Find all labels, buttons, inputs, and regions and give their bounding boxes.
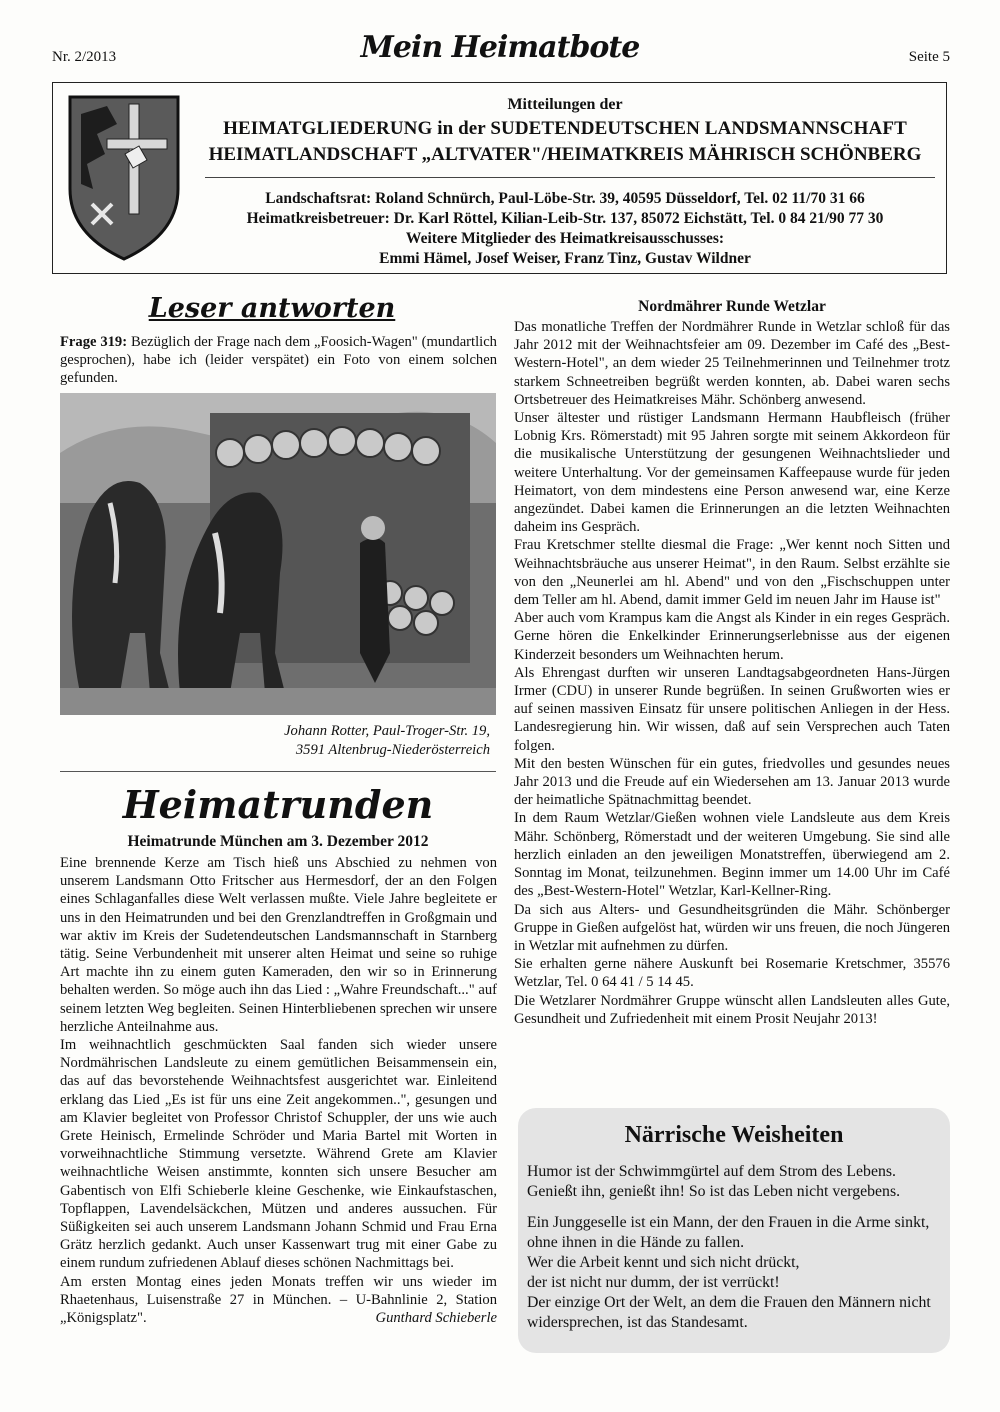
- infobox-divider: [205, 177, 935, 178]
- wetzlar-paragraph-5: Als Ehrengast durften wir unseren Landtagsabgeordneten Hans-Jürgen Irmer (CDU) in unserer Runde begrüßen. In seinen Grußworten wies er auf seinen massiven Einsatz für unsere politischen Anliegen in der Hess. Landesregierung hin. Wir wissen, daß auf sein Versprechen auch Taten folgen.: [514, 664, 950, 754]
- caption-line-2: 3591 Altenbrug-Niederösterreich: [295, 742, 490, 758]
- horse-wagon-photo: [60, 393, 496, 715]
- frage-319-paragraph: [60, 333, 497, 388]
- wetzlar-paragraph-10: Die Wetzlarer Nordmährer Gruppe wünscht allen Landsleuten alles Gute, Gesundheit und Zufriedenheit mit einem Prosit Neujahr 2013!: [514, 992, 950, 1027]
- wetzlar-paragraph-2: Unser ältester und rüstiger Landsmann Hermann Haubfleisch (früher Lobnig Krs. Römerstadt) mit 95 Jahren sorgte mit seinem Akkordeon für die musikalische Unterstützung der gesungenen Weihnachtslieder und weitere Unterhaltung. Vor der gemeinsamen Kaffeepause wurde für jeden Heimatort, von dem mindestens eine Person anwesend war, eine Kerze angezündet. Dabei kamen die Erinnerungen an die letzten Weihnachten daheim ins Gespräch.: [514, 410, 950, 536]
- infobox-line-1: Mitteilungen der: [507, 96, 623, 113]
- muenchen-paragraph-3-text: Am ersten Montag eines jeden Monats treffen wir uns wieder im Rhaetenhaus, Luisenstraße 27 in München. – U-Bahnlinie 2, Station „Königsplatz".: [60, 1273, 497, 1327]
- heimatrunden-heading: Heimatrunden: [122, 782, 434, 827]
- wetzlar-paragraph-9: Sie erhalten gerne nähere Auskunft bei Rosemarie Kretschmer, 35576 Wetzlar, Tel. 0 64 41 / 5 14 45.: [514, 956, 950, 991]
- wetzlar-article: [514, 318, 950, 1028]
- wetzlar-paragraph-4: Aber auch vom Krampus kam die Angst als Kinder in ein reges Gespräch. Gerne hören die Enkelkinder Erinnerungserlebnisse aus der eigenen Kinderzeit besonders um Weihnachten herum.: [514, 610, 950, 663]
- weisheiten-heading: Närrische Weisheiten: [624, 1122, 844, 1148]
- weisheiten-verse-2: [527, 1213, 947, 1333]
- muenchen-subheading: Heimatrunde München am 3. Dezember 2012: [127, 833, 429, 850]
- muenchen-paragraph-3: [60, 1273, 497, 1328]
- frage-text: Bezüglich der Frage nach dem „Foosich-Wagen" (mundartlich gesprochen), habe ich (leider verspätet) ein Foto von einem solchen gefunden.: [60, 334, 497, 387]
- weisheiten-line-2: Genießt ihn, genießt ihn! So ist das Leben nicht vergebens.: [527, 1183, 901, 1200]
- muenchen-paragraph-2: Im weihnachtlich geschmückten Saal fanden sich wieder unsere Nordmährischen Landsleute zu einem gemütlichen Beisammensein ein, das auf das bevorstehende Weihnachtsfest ausgerichtet war. Einleitend erklang das Lied „Es ist für uns eine Zeit angekommen..", gesungen und am Klavier begleitet von Professor Christof Schuppler, der uns wie auch Grete Heinisch, Ermelinde Schröder und Maria Bartel mit Worten in vorweihnachtliche Stimmung versetzte. Während Grete am Klavier weihnachtliche Weisen anstimmte, konnten sich unsere Besucher am Gabentisch von Elfi Schieberle kleine Geschenke, wie Einkaufstaschen, Topflappen, Lavendelsäckchen, Mützen und anderes aussuchen. Für Süßigkeiten sei auch unserem Landsmann Johann Schmid und Frau Erna Grätz herzlich gedankt. Auch unser Kassenwart trug mit einer Gabe zu einem rundum zufriedenen Ablauf dieses schönen Nachmittags bei.: [60, 1037, 497, 1272]
- weisheiten-line-5: der ist nicht nur dumm, der ist verrückt!: [527, 1274, 780, 1291]
- infobox-line-2: HEIMATGLIEDERUNG in der SUDETENDEUTSCHEN LANDSMANNSCHAFT: [223, 118, 907, 139]
- issue-number: Nr. 2/2013: [52, 49, 117, 65]
- weisheiten-line-6: Der einzige Ort der Welt, an dem die Frauen den Männern nicht widersprechen, ist das Standesamt.: [527, 1294, 931, 1331]
- wetzlar-paragraph-1: Das monatliche Treffen der Nordmährer Runde in Wetzlar schloß für das Jahr 2012 mit der Weihnachtsfeier am 09. Dezember im Café des „Best-Western-Hotel", an dem wieder 25 Teilnehmerinnen und Teilnehmer trotz starkem Schneetreiben begrüßt werden konnten, ab. Dabei waren sechs Ortsbetreuer des Heimatkreises Mähr. Schönberg anwesend.: [514, 319, 950, 408]
- weisheiten-line-1: Humor ist der Schwimmgürtel auf dem Strom des Lebens.: [527, 1163, 896, 1180]
- muenchen-article: [60, 854, 497, 1327]
- section-divider: [60, 771, 496, 772]
- infobox-line-3: HEIMATLANDSCHAFT „ALTVATER"/HEIMATKREIS MÄHRISCH SCHÖNBERG: [208, 144, 922, 165]
- wetzlar-paragraph-7: In dem Raum Wetzlar/Gießen wohnen viele Landsleute aus dem Kreis Mähr. Schönberg, Römerstadt und der weiteren Umgebung. Sie sind alle herzlich einladen an den jeweiligen Monatstreffen, überwiegend am 2. Sonntag im Monat, teilzunehmen. Beginn immer um 14.00 Uhr im Café des „Best-Western-Hotel" Wetzlar, Karl-Kellner-Ring.: [514, 810, 950, 900]
- infobox-line-4: Landschaftsrat: Roland Schnürch, Paul-Löbe-Str. 39, 40595 Düsseldorf, Tel. 02 11/70 31 66: [265, 190, 865, 207]
- muenchen-paragraph-1: Eine brennende Kerze am Tisch hieß uns Abschied zu nehmen von unserem Landsmann Otto Fritscher aus Hermesdorf, der an den Folgen eines Schlaganfalles diese Welt verlassen mußte. Viele Jahre begleitete er uns in den Heimatrunden und bei den Grenzlandtreffen in Großgmain und war aktiv im Kreis der Sudetendeutschen Landsmannschaft in Starnberg tätig. Seine Verbundenheit mit unserer alten Heimat und seine so ruhige Art machte ihn zu einem guten Kameraden, den wir so in Erinnerung behalten werden. So möge auch ihn das Lied : „Wahre Freundschaft..." auf seinem letzten Weg begleiten. Seinen Hinterbliebenen sprechen wir unsere herzliche Anteilnahme aus.: [60, 855, 497, 1035]
- wetzlar-heading: Nordmährer Runde Wetzlar: [638, 298, 826, 315]
- wetzlar-paragraph-8: Da sich aus Alters- und Gesundheitsgründen die Mähr. Schönberger Gruppe in Gießen aufgelöst hat, würden wir uns freuen, die noch Jüngeren in Wetzlar mit aufnehmen zu dürfen.: [514, 901, 950, 954]
- infobox-line-6: Weitere Mitglieder des Heimatkreisausschusses:: [405, 230, 725, 247]
- masthead-title: Mein Heimatbote: [360, 30, 640, 65]
- wetzlar-paragraph-6: Mit den besten Wünschen für ein gutes, friedvolles und gesundes neues Jahr 2013 und die Freude auf ein Wiedersehen am 13. Januar 2013 wurde der heimatliche Spätnachmittag beendet.: [514, 755, 950, 809]
- frage-label: Frage 319:: [60, 334, 128, 350]
- leser-antworten-heading: Leser antworten: [148, 293, 396, 324]
- weisheiten-verse-1: [527, 1162, 947, 1202]
- weisheiten-line-4: Wer die Arbeit kennt und sich nicht drückt,: [527, 1254, 800, 1271]
- infobox-line-5: Heimatkreisbetreuer: Dr. Karl Röttel, Kilian-Leib-Str. 137, 85072 Eichstätt, Tel. 0 84 21/90 77 30: [246, 210, 884, 227]
- photo-caption: [60, 722, 490, 760]
- weisheiten-line-3: Ein Junggeselle ist ein Mann, der den Frauen in die Arme sinkt, ohne ihnen in die Hände zu fallen.: [527, 1214, 930, 1251]
- coat-of-arms-icon: [67, 94, 181, 262]
- wetzlar-paragraph-3: Frau Kretschmer stellte diesmal die Frage: „Wer kennt noch Sitten und Weihnachtsbräuche aus unserer Heimat", in den Raum. Selbst erzählte sie von den „Neunerlei am hl. Abend" und von den „Fischschuppen unter dem Teller am hl. Abend, damit immer Geld im neuen Jahr im Hause ist": [514, 537, 950, 609]
- page-number: Seite 5: [908, 49, 950, 65]
- caption-line-1: Johann Rotter, Paul-Troger-Str. 19,: [284, 723, 490, 739]
- infobox-line-7: Emmi Hämel, Josef Weiser, Franz Tinz, Gustav Wildner: [379, 250, 751, 267]
- author-signature: Gunthard Schieberle: [375, 1310, 497, 1327]
